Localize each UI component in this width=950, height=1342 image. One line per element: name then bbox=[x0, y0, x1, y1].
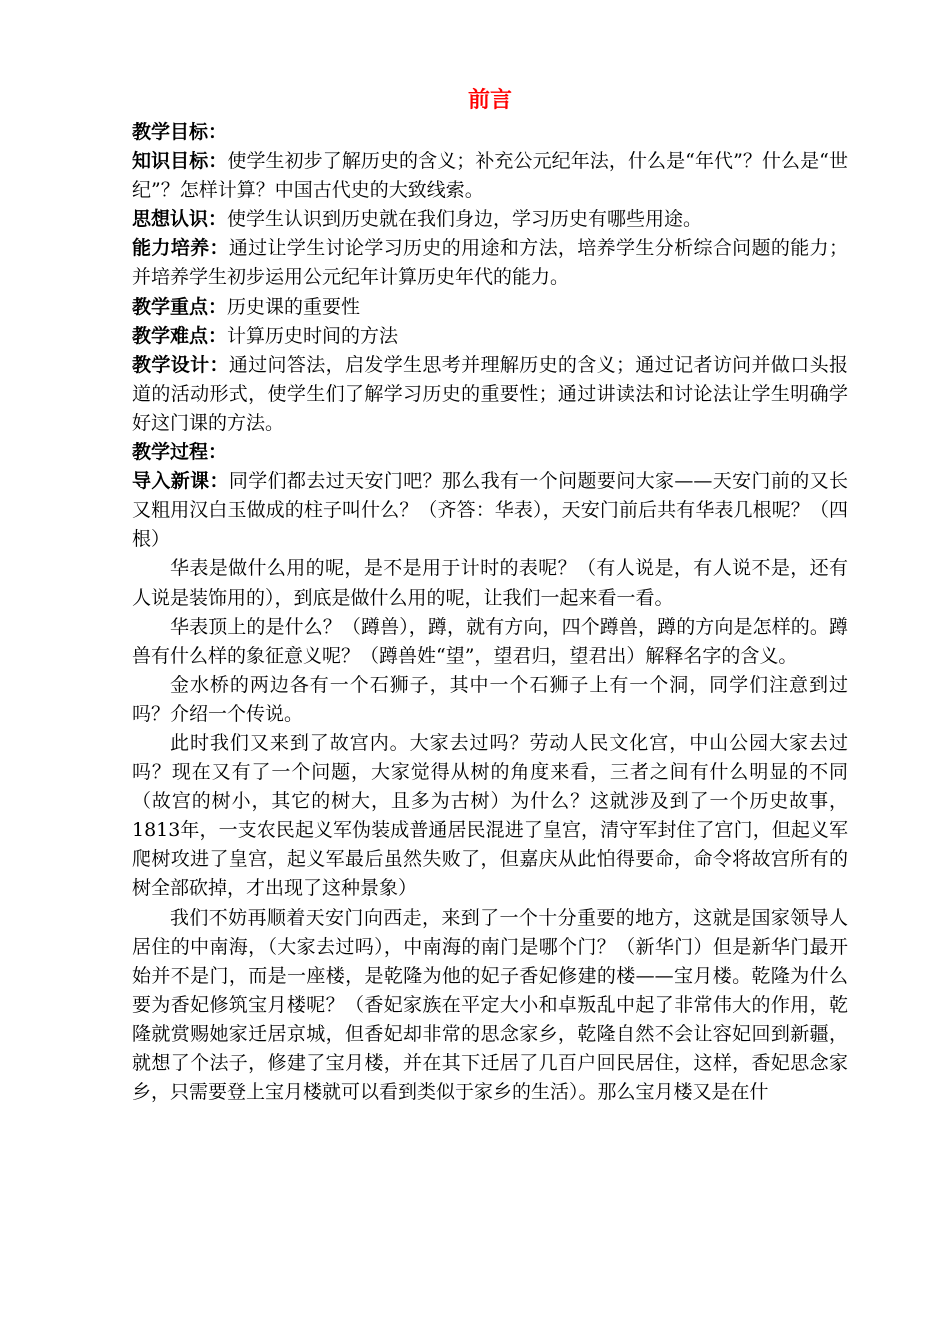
section-text: 计算历史时间的方法 bbox=[227, 324, 399, 347]
page-title: 前言 bbox=[467, 88, 512, 113]
section-label: 教学设计： bbox=[132, 353, 229, 376]
section-text: 同学们都去过天安门吧？那么我有一个问题要问大家——天安门前的又长又粗用汉白玉做成的柱子叫什么？（齐答：华表），天安门前后共有华表几根呢？（四根） bbox=[132, 470, 848, 551]
section-ability bbox=[132, 234, 848, 292]
section-ideological bbox=[132, 205, 848, 234]
section-label: 教学重点： bbox=[132, 295, 228, 318]
section-process bbox=[132, 438, 848, 467]
paragraph: 华表顶上的是什么？（蹲兽），蹲，就有方向，四个蹲兽，蹲的方向是怎样的。蹲兽有什么样的象征意义呢？（蹲兽姓“望”，望君归，望君出）解释名字的含义。 bbox=[132, 615, 848, 667]
section-label: 导入新课： bbox=[132, 470, 229, 493]
paragraph: 我们不妨再顺着天安门向西走，来到了一个十分重要的地方，这就是国家领导人居住的中南海，（大家去过吗），中南海的南门是哪个门？（新华门）但是新华门最开始并不是门，而是一座楼，是乾隆为他的妃子香妃修建的楼——宝月楼。乾隆为什么要为香妃修筑宝月楼呢？（香妃家族在平定大小和卓叛乱中起了非常伟大的作用，乾隆就赏赐她家迁居京城，但香妃却非常的思念家乡，乾隆自然不会让容妃回到新疆，就想了个法子，修建了宝月楼，并在其下迁居了几百户回民居住，这样，香妃思念家乡，只需要登上宝月楼就可以看到类似于家乡的生活）。那么宝月楼又是在什 bbox=[132, 906, 848, 1104]
section-knowledge-goal bbox=[132, 147, 848, 205]
paragraph: 金水桥的两边各有一个石狮子，其中一个石狮子上有一个洞，同学们注意到过吗？介绍一个传说。 bbox=[132, 673, 848, 725]
section-key-point bbox=[132, 293, 848, 322]
section-difficulty bbox=[132, 322, 848, 351]
section-text: 使学生认识到历史就在我们身边，学习历史有哪些用途。 bbox=[227, 208, 703, 231]
paragraph: 华表是做什么用的呢，是不是用于计时的表呢？（有人说是，有人说不是，还有人说是装饰用的），到底是做什么用的呢，让我们一起来看一看。 bbox=[132, 557, 848, 609]
section-text: 通过让学生讨论学习历史的用途和方法，培养学生分析综合问题的能力；并培养学生初步运用公元纪年计算历史年代的能力。 bbox=[132, 237, 848, 289]
paragraph: 此时我们又来到了故宫内。大家去过吗？劳动人民文化宫，中山公园大家去过吗？现在又有了一个问题，大家觉得从树的角度来看，三者之间有什么明显的不同（故宫的树小，其它的树大，且多为古树）为什么？这就涉及到了一个历史故事，1813年，一支农民起义军伪装成普通居民混进了皇宫，清守军封住了宫门，但起义军爬树攻进了皇宫，起义军最后虽然失败了，但嘉庆从此怕得要命，命令将故宫所有的树全部砍掉，才出现了这种景象） bbox=[132, 731, 848, 900]
section-design bbox=[132, 351, 848, 438]
section-label: 能力培养： bbox=[132, 237, 229, 260]
section-label: 教学过程： bbox=[132, 441, 228, 464]
document-page bbox=[132, 84, 848, 1107]
section-text: 通过问答法，启发学生思考并理解历史的含义；通过记者访问并做口头报道的活动形式，使学生们了解学习历史的重要性；通过讲读法和讨论法让学生明确学好这门课的方法。 bbox=[132, 353, 848, 434]
section-label: 教学目标： bbox=[132, 121, 228, 143]
document-body bbox=[132, 118, 848, 1107]
section-label: 思想认识： bbox=[132, 208, 228, 231]
section-text: 历史课的重要性 bbox=[227, 295, 361, 318]
section-introduction bbox=[132, 467, 848, 554]
section-label: 教学难点： bbox=[132, 324, 228, 347]
section-label: 知识目标： bbox=[132, 150, 228, 173]
section-text: 使学生初步了解历史的含义；补充公元纪年法，什么是“年代”？什么是“世纪”？怎样计算？中国古代史的大致线索。 bbox=[132, 150, 848, 202]
section-teaching-goals bbox=[132, 118, 848, 147]
